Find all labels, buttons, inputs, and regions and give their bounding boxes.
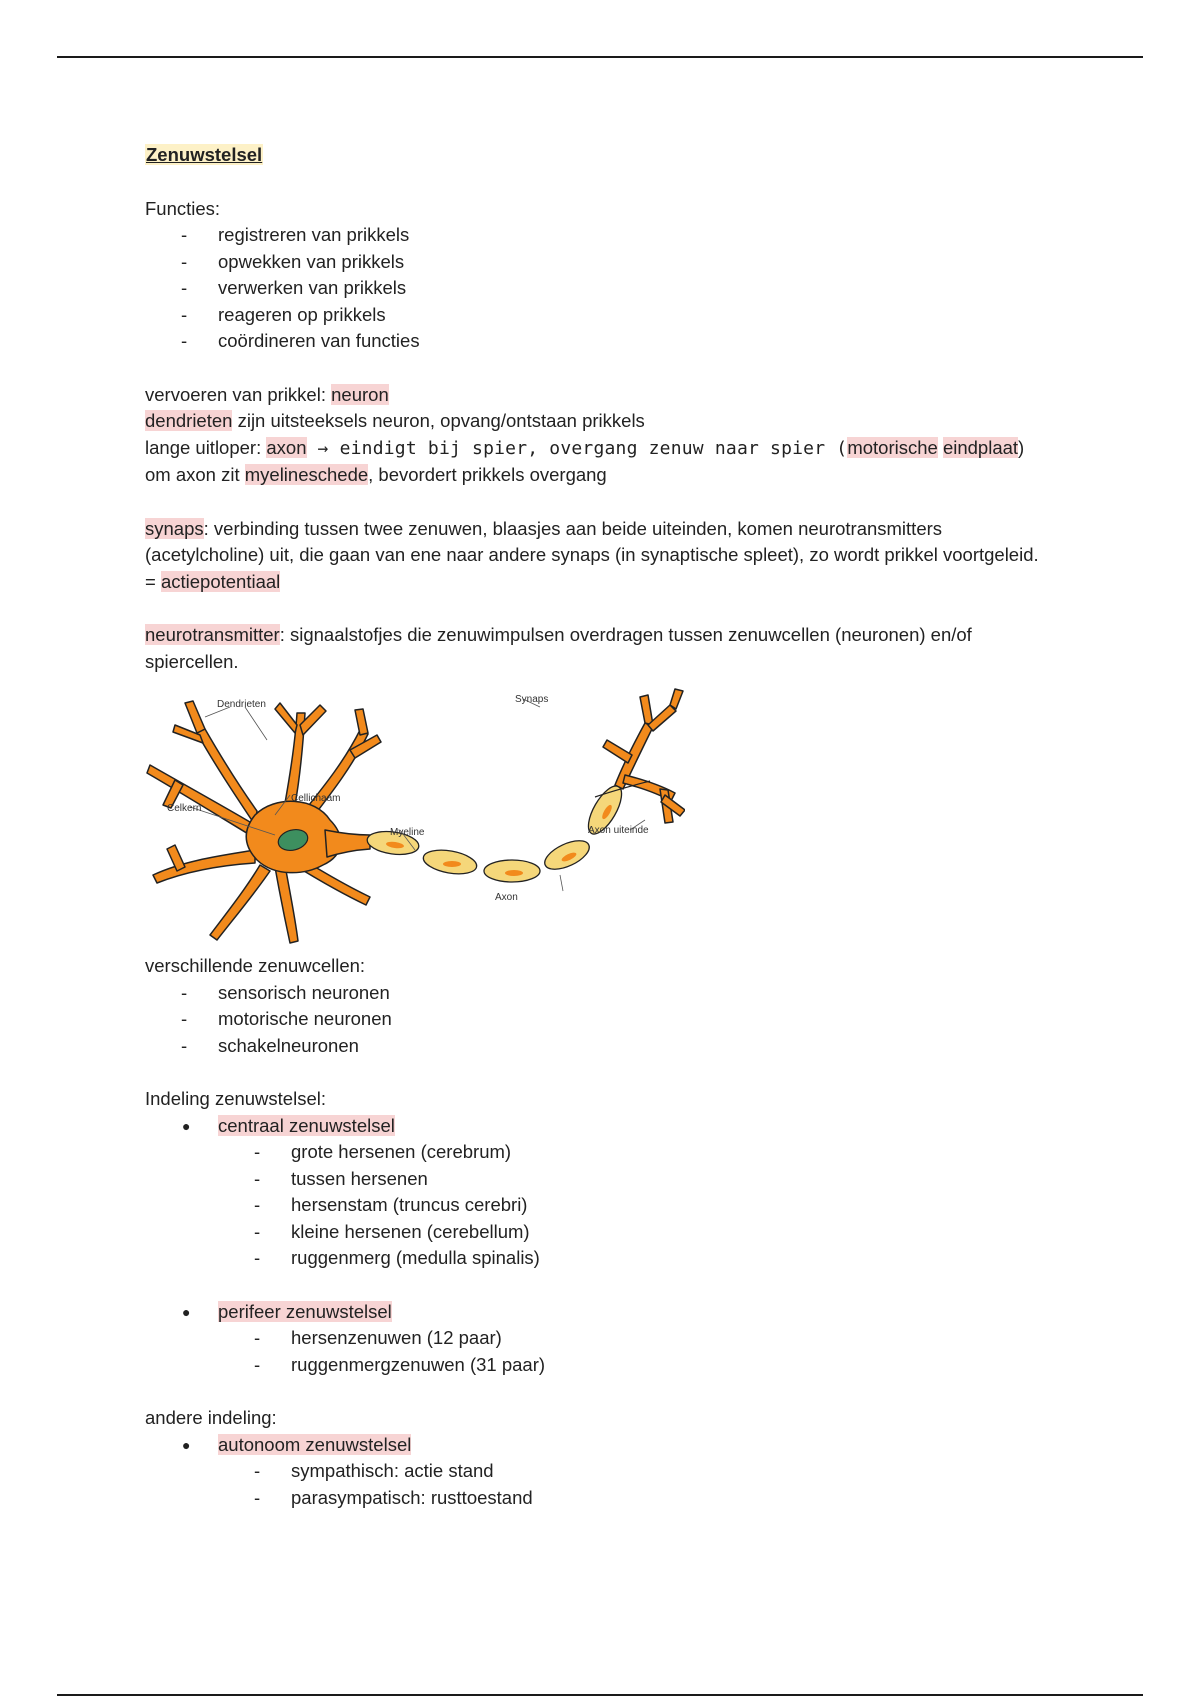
term-highlight: perifeer zenuwstelsel: [218, 1300, 392, 1322]
list-item: - verwerken van prikkels: [145, 275, 1065, 302]
term-highlight: centraal zenuwstelsel: [218, 1114, 395, 1136]
label-synaps: Synaps: [515, 694, 549, 705]
list-item: - reageren op prikkels: [145, 302, 1065, 329]
neuron-illustration: [145, 685, 685, 947]
page-title: Zenuwstelsel: [146, 144, 263, 165]
division-list-2: [145, 1299, 1065, 1379]
autonomous-sublist: [218, 1458, 1065, 1511]
label-cellichaam: Cellichaam: [291, 793, 341, 804]
list-item: - schakelneuronen: [145, 1033, 1065, 1060]
term-highlight: eindplaat: [942, 436, 1019, 458]
term-highlight: synaps: [145, 517, 204, 539]
list-item: - ruggenmerg (medulla spinalis): [145, 1245, 1065, 1272]
list-item-central: [145, 1113, 1065, 1272]
term-highlight: myelineschede: [244, 464, 369, 485]
list-item-peripheral: [145, 1299, 1065, 1379]
neuron-line: vervoeren van prikkel: neuron: [145, 383, 389, 405]
term-highlight: actiepotentiaal: [160, 570, 281, 592]
myelin-line: om axon zit myelineschede, bevordert prikkels overgang: [145, 464, 607, 485]
dendrites-line: dendrieten zijn uitsteeksels neuron, opvang/ontstaan prikkels: [145, 410, 645, 431]
term-highlight: motorische: [847, 436, 938, 458]
term-highlight: neurotransmitter: [145, 624, 280, 645]
term-highlight: axon: [266, 436, 307, 458]
list-item: - parasympatisch: rusttoestand: [145, 1485, 1065, 1512]
list-item: - hersenstam (truncus cerebri): [145, 1192, 1065, 1219]
label-celkern: Celkern: [167, 803, 202, 814]
other-division-heading: andere indeling:: [145, 1407, 277, 1428]
list-item: - tussen hersenen: [145, 1166, 1065, 1193]
label-axon: Axon: [495, 892, 518, 903]
list-item: - sympathisch: actie stand: [145, 1458, 1065, 1485]
list-item: - registreren van prikkels: [145, 222, 1065, 249]
neuron-diagram: [145, 685, 685, 947]
other-division-list: [145, 1432, 1065, 1512]
list-item: - kleine hersenen (cerebellum): [145, 1219, 1065, 1246]
cell-types-heading: verschillende zenuwcellen:: [145, 955, 366, 976]
list-item-autonomous: [145, 1432, 1065, 1512]
label-dendrieten: Dendrieten: [217, 699, 266, 710]
cell-types-list: [145, 980, 1065, 1060]
division-heading: Indeling zenuwstelsel:: [145, 1088, 326, 1109]
term-highlight: dendrieten: [145, 410, 233, 431]
list-item: - hersenzenuwen (12 paar): [145, 1325, 1065, 1352]
central-sublist: [218, 1139, 1065, 1272]
neurotransmitter-paragraph: neurotransmitter: signaalstofjes die zenuwimpulsen overdragen tussen zenuwcellen (neuronen) en/of spiercellen.: [145, 624, 972, 672]
label-axon-uiteinde: Axon uiteinde: [588, 825, 649, 836]
functions-heading: Functies:: [145, 197, 221, 219]
document-body: [145, 142, 1065, 1511]
list-item: - ruggenmergzenuwen (31 paar): [145, 1352, 1065, 1379]
list-item: - sensorisch neuronen: [145, 980, 1065, 1007]
axon-line: lange uitloper: axon → eindigt bij spier, overgang zenuw naar spier (motorische eindplaat): [145, 436, 1025, 459]
bottom-rule: [57, 1694, 1143, 1696]
synaps-paragraph: synaps: verbinding tussen twee zenuwen, blaasjes aan beide uiteinden, komen neurotransmitters (acetylcholine) uit, die gaan van ene naar andere synaps (in synaptische spleet), zo wordt prikkel voortgeleid. = actiepotentiaal: [145, 517, 1039, 592]
term-highlight: neuron: [331, 383, 389, 405]
list-item: - motorische neuronen: [145, 1006, 1065, 1033]
peripheral-sublist: [218, 1325, 1065, 1378]
division-list: [145, 1113, 1065, 1272]
term-highlight: autonoom zenuwstelsel: [218, 1433, 412, 1455]
label-myeline: Myeline: [390, 827, 425, 838]
functions-list: [145, 222, 1065, 355]
list-item: - coördineren van functies: [145, 328, 1065, 355]
top-rule: [57, 56, 1143, 58]
list-item: - opwekken van prikkels: [145, 249, 1065, 276]
list-item: - grote hersenen (cerebrum): [145, 1139, 1065, 1166]
